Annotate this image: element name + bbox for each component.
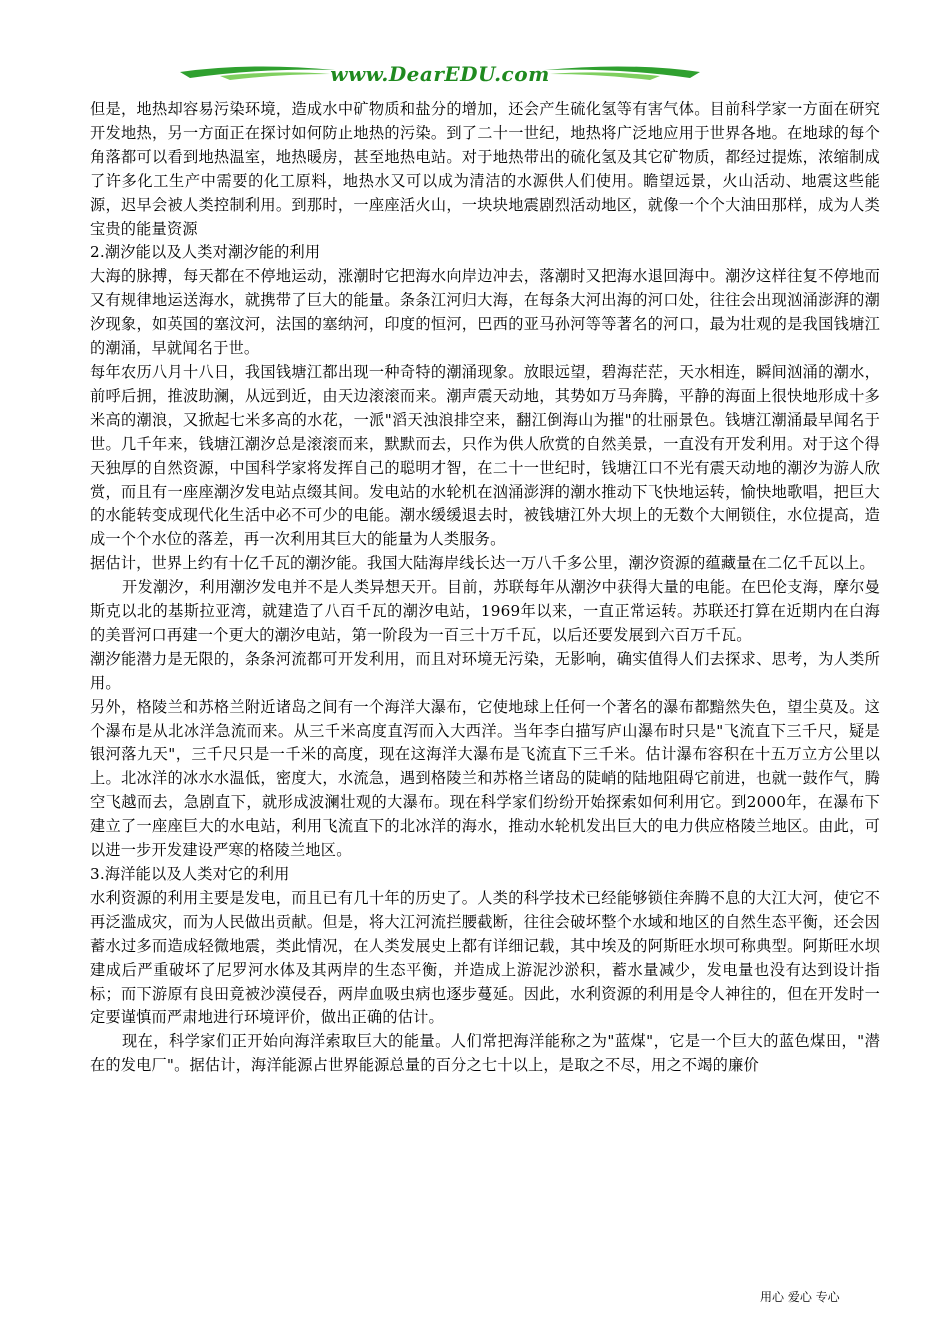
paragraph-blue-coal: 现在，科学家们正开始向海洋索取巨大的能量。人们常把海洋能称之为"蓝煤"，它是一个巨大的蓝色煤田，"潜在的发电厂"。据估计，海洋能源占世界能源总量的百分之七十以上，是取之不尽，用之不竭的廉价	[90, 1032, 880, 1075]
paragraph-tidal-estimate: 据估计，世界上约有十亿千瓦的潮汐能。我国大陆海岸线长达一万八千多公里，潮汐资源的蕴藏量在二亿千瓦以上。	[90, 554, 875, 573]
page-footer: 用心 爱心 专心	[760, 1290, 840, 1304]
document-body	[90, 98, 880, 1078]
paragraph-geothermal: 但是，地热却容易污染环境，造成水中矿物质和盐分的增加，还会产生硫化氢等有害气体。目前科学家一方面在研究开发地热，另一方面正在探讨如何防止地热的污染。到了二十一世纪，地热将广泛地应用于世界各地。在地球的每个角落都可以看到地热温室，地热暖房，甚至地热电站。对于地热带出的硫化氢及其它矿物质，都经过提炼，浓缩制成了许多化工生产中需要的化工原料，地热水又可以成为清洁的水源供人们使用。瞻望远景，火山活动、地震这些能源，迟早会被人类控制利用。到那时，一座座活火山，一块块地震剧烈活动地区，就像一个个大油田那样，成为人类宝贵的能量资源	[90, 100, 880, 238]
site-header-banner	[160, 58, 720, 92]
paragraph-hydro: 水利资源的利用主要是发电，而且已有几十年的历史了。人类的科学技术已经能够锁住奔腾不息的大江大河，使它不再泛滥成灾，而为人民做出贡献。但是，将大江河流拦腰截断，往往会破坏整个水域和地区的自然生态平衡，还会因蓄水过多而造成轻微地震，类此情况，在人类发展史上都有详细记载，其中埃及的阿斯旺水坝可称典型。阿斯旺水坝建成后严重破坏了尼罗河水体及其两岸的生态平衡，并造成上游泥沙淤积，蓄水量减少，发电量也没有达到设计指标；而下游原有良田竟被沙漠侵吞，两岸血吸虫病也逐步蔓延。因此，水利资源的利用是令人神往的，但在开发时一定要谨慎而严肃地进行环境评价，做出正确的估计。	[90, 888, 880, 1027]
paragraph-ocean-waterfall: 另外，格陵兰和苏格兰附近诸岛之间有一个海洋大瀑布，它使地球上任何一个著名的瀑布都黯然失色，望尘莫及。这个瀑布是从北冰洋急流而来。从三千米高度直泻而入大西洋。当年李白描写庐山瀑布时只是"飞流直下三千尺，疑是银河落九天"，三千尺只是一千米的高度，现在这海洋大瀑布是飞流直下三千米。估计瀑布容积在十五万立方公里以上。北冰洋的冰水水温低，密度大，水流急，遇到格陵兰和苏格兰诸岛的陡峭的陆地阻碍它前进，也就一鼓作气，腾空飞越而去，急剧直下，就形成波澜壮观的大瀑布。现在科学家们纷纷开始探索如何利用它。到2000年，在瀑布下建立了一座座巨大的水电站，利用飞流直下的北冰洋的海水，推动水轮机发出巨大的电力供应格陵兰地区。由此，可以进一步开发建设严寒的格陵兰地区。	[90, 697, 880, 860]
section-heading-tidal: 2.潮汐能以及人类对潮汐能的利用	[90, 243, 321, 262]
paragraph-qiantang: 每年农历八月十八日，我国钱塘江都出现一种奇特的潮涌现象。放眼远望，碧海茫茫，天水相连，瞬间汹涌的潮水，前呼后拥，推波助澜，从远到近，由天边滚滚而来。潮声震天动地，其势如万马奔腾，平静的海面上很快地形成十多米高的潮浪，又掀起七米多高的水花，一派"滔天浊浪排空来，翻江倒海山为摧"的壮丽景色。钱塘江潮涌最早闻名于世。几千年来，钱塘江潮汐总是滚滚而来，默默而去，只作为供人欣赏的自然美景，一直没有开发利用。对于这个得天独厚的自然资源，中国科学家将发挥自己的聪明才智，在二十一世纪时，钱塘江口不光有震天动地的潮汐为游人欣赏，而且有一座座潮汐发电站点缀其间。发电站的水轮机在汹涌澎湃的潮水推动下飞快地运转，愉快地歌唱，把巨大的水能转变成现代化生活中必不可少的电能。潮水缓缓退去时，被钱塘江外大坝上的无数个大闸锁住，水位提高，造成一个个水位的落差，再一次利用其巨大的能量为人类服务。	[90, 362, 880, 549]
paragraph-tidal-intro: 大海的脉搏，每天都在不停地运动，涨潮时它把海水向岸边冲去，落潮时又把海水退回海中。潮汐这样往复不停地而又有规律地运送海水，就携带了巨大的能量。条条江河归大海，在每条大河出海的河口处，往往会出现汹涌澎湃的潮汐现象，如英国的塞汶河，法国的塞纳河，印度的恒河，巴西的亚马孙河等等著名的河口，最为壮观的是我国钱塘江的潮涌，早就闻名于世。	[90, 267, 880, 358]
paragraph-tidal-potential: 潮汐能潜力是无限的，条条河流都可开发利用，而且对环境无污染，无影响，确实值得人们去探求、思考，为人类所用。	[90, 649, 880, 692]
section-heading-ocean: 3.海洋能以及人类对它的利用	[90, 865, 290, 883]
paragraph-tidal-development: 开发潮汐，利用潮汐发电并不是人类异想天开。目前，苏联每年从潮汐中获得大量的电能。在巴伦支海，摩尔曼斯克以北的基斯拉亚湾，就建造了八百千瓦的潮汐电站，1969年以来，一直正常运转。苏联还打算在近期内在白海的美晋河口再建一个更大的潮汐电站，第一阶段为一百三十万千瓦，以后还要发展到六百万千瓦。	[90, 578, 880, 644]
site-url-title: www.DearEDU.com	[330, 62, 550, 86]
